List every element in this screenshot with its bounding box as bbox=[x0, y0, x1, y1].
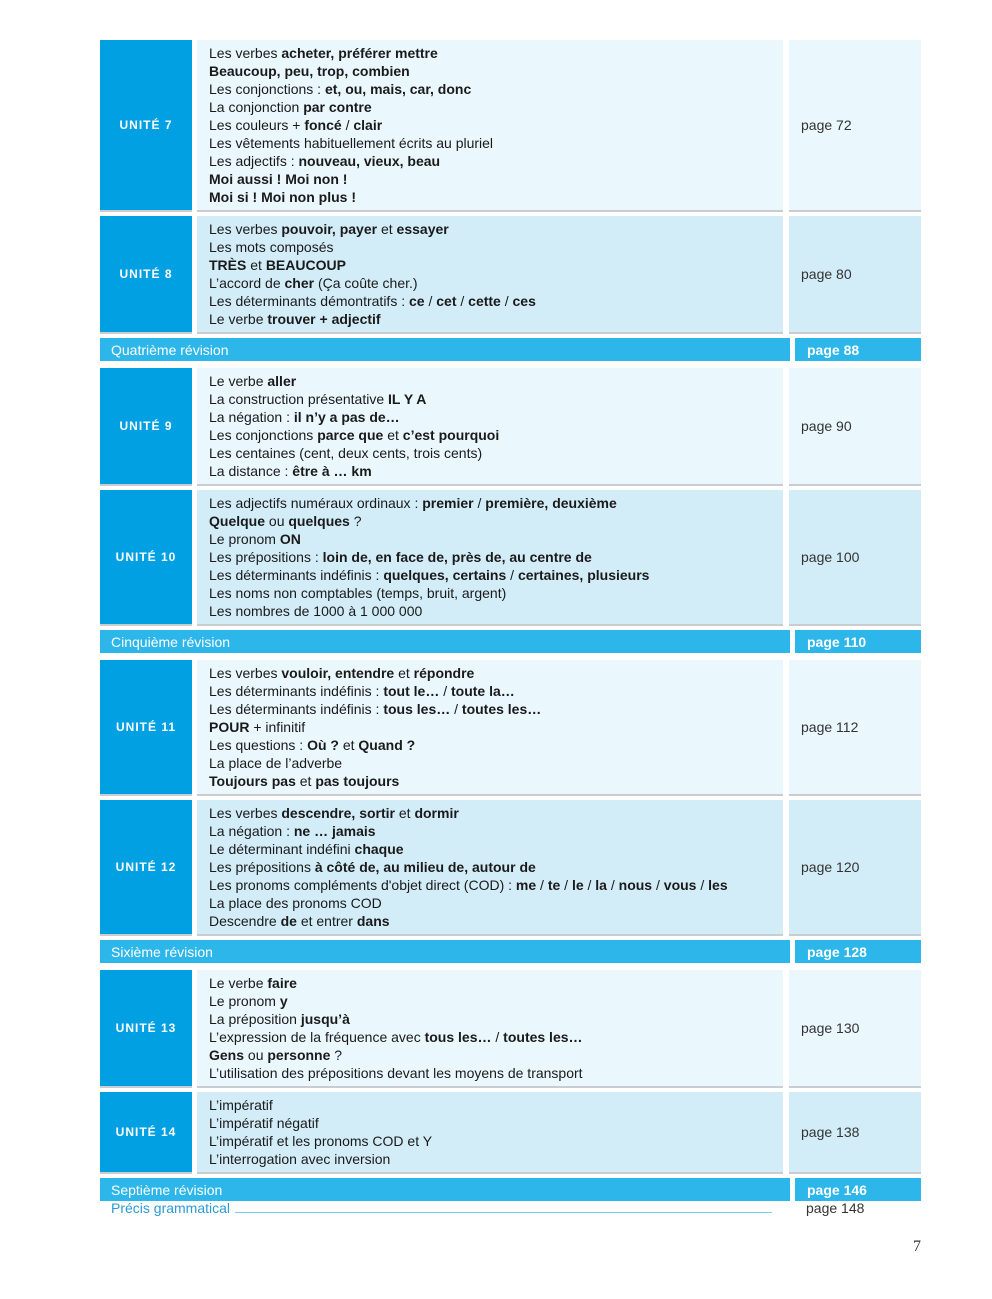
topic-line bbox=[209, 772, 783, 790]
topic-text: et bbox=[377, 221, 397, 237]
topic-bold-text: cet bbox=[436, 293, 457, 309]
topic-line bbox=[209, 992, 783, 1010]
topic-text: Les verbes bbox=[209, 665, 282, 681]
topic-line bbox=[209, 80, 783, 98]
topic-text: Les déterminants indéfinis : bbox=[209, 683, 384, 699]
topic-line bbox=[209, 1028, 783, 1046]
unit-topics bbox=[197, 490, 783, 624]
unit-page: page 120 bbox=[789, 800, 921, 934]
topic-bold-text: pouvoir, payer bbox=[281, 221, 378, 237]
topic-text: Les couleurs + bbox=[209, 117, 305, 133]
unit-row bbox=[100, 660, 921, 794]
topic-bold-text: foncé bbox=[304, 117, 342, 133]
topic-text: Le déterminant indéfini bbox=[209, 841, 355, 857]
revision-label: Sixième révision bbox=[100, 940, 790, 963]
topic-text: Les vêtements habituellement écrits au pluriel bbox=[209, 135, 494, 151]
unit-page: page 130 bbox=[789, 970, 921, 1086]
page-number: 7 bbox=[913, 1238, 921, 1255]
unit-label: UNITÉ 12 bbox=[100, 800, 192, 934]
topic-line bbox=[209, 858, 783, 876]
revision-row bbox=[100, 940, 921, 963]
unit-topics bbox=[197, 660, 783, 794]
unit-row bbox=[100, 970, 921, 1086]
topic-bold-text: le bbox=[571, 877, 584, 893]
unit-row bbox=[100, 216, 921, 332]
topic-bold-text: aller bbox=[267, 373, 297, 389]
unit-row bbox=[100, 368, 921, 484]
topic-line bbox=[209, 700, 783, 718]
topic-text: et bbox=[338, 737, 359, 753]
precis-grammatical-row bbox=[111, 1198, 921, 1218]
topic-line bbox=[209, 170, 783, 188]
unit-page: page 72 bbox=[789, 40, 921, 210]
topic-text: / bbox=[491, 1029, 504, 1045]
topic-bold-text: clair bbox=[353, 117, 383, 133]
unit-topics bbox=[197, 1092, 783, 1172]
topic-text: et bbox=[246, 257, 266, 273]
topic-text: Les questions : bbox=[209, 737, 308, 753]
topic-text: et bbox=[394, 665, 414, 681]
topic-text: La place des pronoms COD bbox=[209, 895, 382, 911]
topic-text: La négation : bbox=[209, 823, 294, 839]
topic-text: Les conjonctions bbox=[209, 427, 318, 443]
topic-text: Les pronoms compléments d'objet direct (COD) : bbox=[209, 877, 516, 893]
topic-text: L’accord de bbox=[209, 275, 285, 291]
topic-bold-text: Quand ? bbox=[358, 737, 416, 753]
topic-text: L’impératif négatif bbox=[209, 1115, 319, 1131]
topic-line bbox=[209, 44, 783, 62]
topic-line bbox=[209, 238, 783, 256]
topic-line bbox=[209, 408, 783, 426]
topic-bold-text: dormir bbox=[414, 805, 459, 821]
leader-line bbox=[235, 1212, 772, 1213]
topic-bold-text: Gens bbox=[209, 1047, 245, 1063]
unit-label: UNITÉ 7 bbox=[100, 40, 192, 210]
topic-text: Les prépositions : bbox=[209, 549, 323, 565]
topic-text: / bbox=[439, 683, 451, 699]
topic-text: Le verbe bbox=[209, 311, 268, 327]
topic-text: L’impératif et les pronoms COD et Y bbox=[209, 1133, 433, 1149]
topic-bold-text: ON bbox=[279, 531, 301, 547]
unit-label: UNITÉ 10 bbox=[100, 490, 192, 624]
topic-line bbox=[209, 736, 783, 754]
topic-text: + infinitif bbox=[249, 719, 306, 735]
topic-bold-text: de bbox=[280, 913, 297, 929]
topic-line bbox=[209, 444, 783, 462]
topic-bold-text: Toujours pas bbox=[209, 773, 296, 789]
unit-page: page 100 bbox=[789, 490, 921, 624]
topic-bold-text: loin de, en face de, près de, au centre de bbox=[322, 549, 592, 565]
topic-text: Le verbe bbox=[209, 975, 268, 991]
topic-text: / bbox=[450, 701, 462, 717]
topic-line bbox=[209, 494, 783, 512]
unit-topics bbox=[197, 368, 783, 484]
unit-label: UNITÉ 9 bbox=[100, 368, 192, 484]
topic-bold-text: nouveau, vieux, beau bbox=[298, 153, 441, 169]
topic-line bbox=[209, 134, 783, 152]
topic-text: Les adjectifs numéraux ordinaux : bbox=[209, 495, 423, 511]
topic-line bbox=[209, 274, 783, 292]
topic-text: et entrer bbox=[296, 913, 357, 929]
topic-bold-text: la bbox=[595, 877, 607, 893]
topic-text: La distance : bbox=[209, 463, 293, 479]
revision-page: page 128 bbox=[795, 940, 921, 963]
topic-bold-text: Quelque bbox=[209, 513, 266, 529]
unit-topics bbox=[197, 800, 783, 934]
topic-bold-text: ce bbox=[409, 293, 425, 309]
topic-line bbox=[209, 664, 783, 682]
topic-line bbox=[209, 1132, 783, 1150]
topic-line bbox=[209, 98, 783, 116]
topic-text: Les verbes bbox=[209, 45, 282, 61]
topic-bold-text: quelques bbox=[288, 513, 350, 529]
topic-line bbox=[209, 602, 783, 620]
topic-bold-text: TRÈS bbox=[209, 257, 247, 273]
topic-text: et bbox=[295, 773, 316, 789]
topic-bold-text: Moi si ! Moi non plus ! bbox=[209, 189, 356, 205]
topic-text: Les déterminants démontratifs : bbox=[209, 293, 409, 309]
topic-bold-text: personne bbox=[267, 1047, 331, 1063]
topic-text: L’interrogation avec inversion bbox=[209, 1151, 391, 1167]
topic-text: / bbox=[424, 293, 437, 309]
topic-text: Les conjonctions : bbox=[209, 81, 325, 97]
topic-line bbox=[209, 894, 783, 912]
topic-line bbox=[209, 718, 783, 736]
topic-line bbox=[209, 426, 783, 444]
topic-text: La négation : bbox=[209, 409, 294, 425]
topic-line bbox=[209, 682, 783, 700]
topic-line bbox=[209, 566, 783, 584]
unit-label: UNITÉ 13 bbox=[100, 970, 192, 1086]
unit-label: UNITÉ 14 bbox=[100, 1092, 192, 1172]
topic-line bbox=[209, 62, 783, 80]
topic-bold-text: cette bbox=[468, 293, 501, 309]
topic-bold-text: répondre bbox=[413, 665, 475, 681]
topic-bold-text: Où ? bbox=[307, 737, 339, 753]
revision-label: Quatrième révision bbox=[100, 338, 790, 361]
topic-line bbox=[209, 584, 783, 602]
topic-bold-text: toutes les… bbox=[461, 701, 542, 717]
topic-bold-text: c’est pourquoi bbox=[402, 427, 500, 443]
topic-text: Les centaines (cent, deux cents, trois cents) bbox=[209, 445, 483, 461]
unit-row bbox=[100, 1092, 921, 1172]
topic-line bbox=[209, 188, 783, 206]
topic-line bbox=[209, 1010, 783, 1028]
revision-row bbox=[100, 630, 921, 653]
topic-line bbox=[209, 310, 783, 328]
topic-text: / bbox=[500, 293, 513, 309]
topic-text: ? bbox=[349, 513, 362, 529]
topic-line bbox=[209, 876, 783, 894]
topic-bold-text: les bbox=[708, 877, 728, 893]
topic-text: La place de l’adverbe bbox=[209, 755, 343, 771]
topic-text: / bbox=[341, 117, 354, 133]
unit-label: UNITÉ 8 bbox=[100, 216, 192, 332]
topic-line bbox=[209, 372, 783, 390]
unit-page: page 112 bbox=[789, 660, 921, 794]
topic-line bbox=[209, 548, 783, 566]
topic-text: La construction présentative bbox=[209, 391, 388, 407]
topic-bold-text: essayer bbox=[396, 221, 449, 237]
unit-page: page 90 bbox=[789, 368, 921, 484]
topic-bold-text: faire bbox=[267, 975, 297, 991]
topic-line bbox=[209, 152, 783, 170]
topic-text: Le pronom bbox=[209, 993, 280, 1009]
unit-page: page 80 bbox=[789, 216, 921, 332]
topic-line bbox=[209, 220, 783, 238]
table-of-contents bbox=[100, 40, 921, 1208]
topic-line bbox=[209, 1064, 783, 1082]
unit-row bbox=[100, 490, 921, 624]
precis-label: Précis grammatical bbox=[111, 1200, 231, 1216]
topic-text: Les mots composés bbox=[209, 239, 334, 255]
revision-label: Septième révision bbox=[100, 1178, 790, 1201]
topic-line bbox=[209, 754, 783, 772]
topic-bold-text: vous bbox=[663, 877, 697, 893]
topic-text: L’impératif bbox=[209, 1097, 273, 1113]
topic-text: Les prépositions bbox=[209, 859, 315, 875]
topic-bold-text: à côté de, au milieu de, autour de bbox=[314, 859, 536, 875]
topic-text: La préposition bbox=[209, 1011, 301, 1027]
topic-text: et bbox=[394, 805, 415, 821]
precis-page: page 148 bbox=[806, 1200, 865, 1216]
topic-text: / bbox=[560, 877, 572, 893]
topic-text: / bbox=[606, 877, 619, 893]
topic-text: / bbox=[652, 877, 664, 893]
topic-line bbox=[209, 1114, 783, 1132]
topic-text: ou bbox=[244, 1047, 268, 1063]
topic-line bbox=[209, 292, 783, 310]
topic-bold-text: pas toujours bbox=[315, 773, 400, 789]
topic-bold-text: premier bbox=[422, 495, 474, 511]
topic-bold-text: dans bbox=[356, 913, 390, 929]
revision-row bbox=[100, 338, 921, 361]
topic-bold-text: jusqu’à bbox=[300, 1011, 350, 1027]
topic-text: Les déterminants indéfinis : bbox=[209, 701, 384, 717]
unit-topics bbox=[197, 216, 783, 332]
topic-line bbox=[209, 1096, 783, 1114]
topic-text: / bbox=[583, 877, 596, 893]
topic-bold-text: par contre bbox=[303, 99, 372, 115]
topic-bold-text: IL Y A bbox=[388, 391, 427, 407]
topic-bold-text: chaque bbox=[354, 841, 404, 857]
topic-bold-text: nous bbox=[618, 877, 653, 893]
topic-line bbox=[209, 840, 783, 858]
topic-text: Les nombres de 1000 à 1 000 000 bbox=[209, 603, 423, 619]
topic-line bbox=[209, 512, 783, 530]
topic-text: (Ça coûte cher.) bbox=[314, 275, 418, 291]
topic-text: Les verbes bbox=[209, 221, 282, 237]
topic-bold-text: trouver + adjectif bbox=[267, 311, 381, 327]
revision-label: Cinquième révision bbox=[100, 630, 790, 653]
topic-line bbox=[209, 804, 783, 822]
topic-text: Les noms non comptables (temps, bruit, argent) bbox=[209, 585, 507, 601]
topic-line bbox=[209, 462, 783, 480]
topic-bold-text: me bbox=[515, 877, 537, 893]
topic-bold-text: y bbox=[279, 993, 288, 1009]
topic-text: ? bbox=[330, 1047, 343, 1063]
topic-text: Les adjectifs : bbox=[209, 153, 299, 169]
topic-bold-text: il n’y a pas de… bbox=[293, 409, 400, 425]
topic-bold-text: certaines, plusieurs bbox=[517, 567, 650, 583]
topic-line bbox=[209, 822, 783, 840]
topic-text: / bbox=[473, 495, 486, 511]
topic-text: / bbox=[506, 567, 518, 583]
topic-text: Descendre bbox=[209, 913, 281, 929]
topic-line bbox=[209, 974, 783, 992]
topic-bold-text: et, ou, mais, car, donc bbox=[324, 81, 472, 97]
topic-text: Les verbes bbox=[209, 805, 282, 821]
topic-line bbox=[209, 256, 783, 274]
topic-line bbox=[209, 116, 783, 134]
topic-bold-text: première, deuxième bbox=[485, 495, 617, 511]
revision-page: page 146 bbox=[795, 1178, 921, 1201]
topic-bold-text: cher bbox=[284, 275, 315, 291]
topic-text: Le pronom bbox=[209, 531, 280, 547]
topic-bold-text: ne … jamais bbox=[293, 823, 376, 839]
unit-page: page 138 bbox=[789, 1092, 921, 1172]
topic-text: / bbox=[536, 877, 548, 893]
unit-row bbox=[100, 800, 921, 934]
revision-page: page 88 bbox=[795, 338, 921, 361]
topic-text: La conjonction bbox=[209, 99, 304, 115]
topic-bold-text: Moi aussi ! Moi non ! bbox=[209, 171, 348, 187]
topic-bold-text: tous les… bbox=[383, 701, 451, 717]
revision-page: page 110 bbox=[795, 630, 921, 653]
topic-text: / bbox=[456, 293, 469, 309]
topic-bold-text: BEAUCOUP bbox=[265, 257, 346, 273]
topic-bold-text: Beaucoup, peu, trop, combien bbox=[209, 63, 410, 79]
topic-text: / bbox=[696, 877, 709, 893]
topic-bold-text: toutes les… bbox=[503, 1029, 583, 1045]
topic-text: Le verbe bbox=[209, 373, 268, 389]
unit-topics bbox=[197, 970, 783, 1086]
topic-bold-text: être à … km bbox=[292, 463, 372, 479]
topic-text: L’utilisation des prépositions devant les moyens de transport bbox=[209, 1065, 583, 1081]
topic-bold-text: quelques, certains bbox=[383, 567, 507, 583]
unit-label: UNITÉ 11 bbox=[100, 660, 192, 794]
topic-line bbox=[209, 1046, 783, 1064]
topic-text: L’expression de la fréquence avec bbox=[209, 1029, 425, 1045]
topic-line bbox=[209, 530, 783, 548]
topic-bold-text: tout le… bbox=[383, 683, 440, 699]
topic-bold-text: acheter, préférer mettre bbox=[281, 45, 438, 61]
topic-text: et bbox=[383, 427, 403, 443]
unit-row bbox=[100, 40, 921, 210]
topic-bold-text: ces bbox=[512, 293, 536, 309]
topic-bold-text: POUR bbox=[209, 719, 250, 735]
topic-line bbox=[209, 912, 783, 930]
unit-topics bbox=[197, 40, 783, 210]
topic-line bbox=[209, 390, 783, 408]
topic-bold-text: te bbox=[547, 877, 561, 893]
topic-bold-text: vouloir, entendre bbox=[281, 665, 395, 681]
topic-bold-text: toute la… bbox=[451, 683, 515, 699]
topic-bold-text: parce que bbox=[317, 427, 384, 443]
topic-text: Les déterminants indéfinis : bbox=[209, 567, 384, 583]
topic-bold-text: tous les… bbox=[424, 1029, 492, 1045]
topic-line bbox=[209, 1150, 783, 1168]
topic-bold-text: descendre, sortir bbox=[281, 805, 395, 821]
topic-text: ou bbox=[265, 513, 289, 529]
